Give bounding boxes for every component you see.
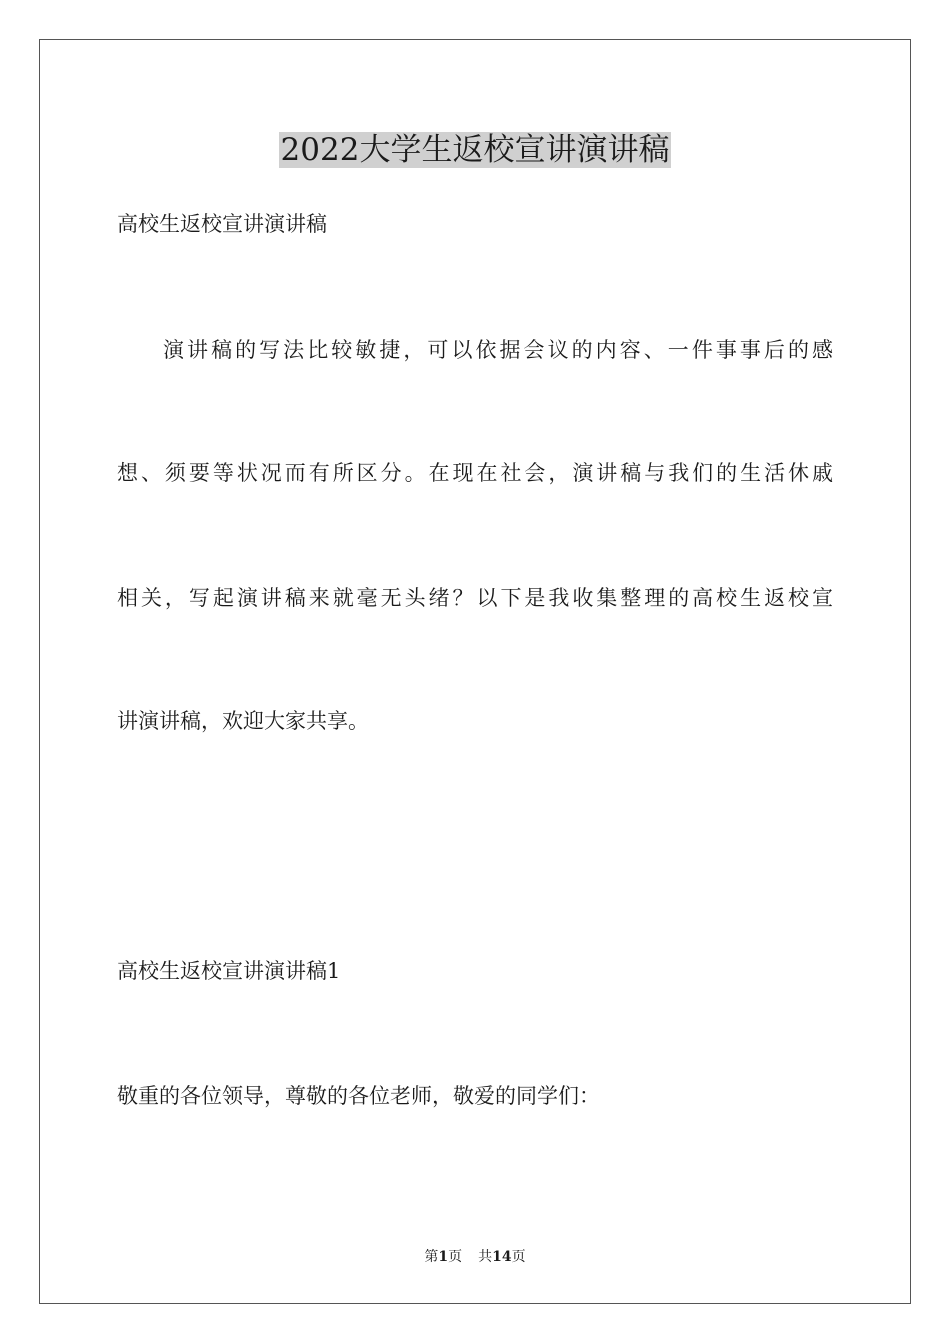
intro-line-3: 相关，写起演讲稿来就毫无头绪？以下是我收集整理的高校生返校宣 [117, 586, 833, 610]
section-heading: 高校生返校宣讲演讲稿1 [117, 959, 341, 983]
intro-line-4: 讲演讲稿，欢迎大家共享。 [117, 709, 369, 733]
intro-line-2: 想、须要等状况而有所区分。在现在社会，演讲稿与我们的生活休戚 [117, 461, 833, 485]
document-subtitle: 高校生返校宣讲演讲稿 [117, 212, 327, 236]
footer-total-prefix: 共 [478, 1249, 493, 1265]
footer-page-number: 1 [438, 1249, 449, 1265]
document-title-text: 2022大学生返校宣讲演讲稿 [280, 132, 670, 168]
footer-page-suffix: 页 [448, 1249, 463, 1265]
salutation: 敬重的各位领导，尊敬的各位老师，敬爱的同学们： [117, 1084, 600, 1108]
document-title [0, 128, 950, 172]
footer-page-prefix: 第 [424, 1249, 439, 1265]
page-footer [0, 1248, 950, 1266]
footer-total-pages: 14 [492, 1249, 512, 1265]
intro-line-1: 演讲稿的写法比较敏捷，可以依据会议的内容、一件事事后的感 [163, 338, 833, 362]
footer-total-suffix: 页 [511, 1249, 526, 1265]
